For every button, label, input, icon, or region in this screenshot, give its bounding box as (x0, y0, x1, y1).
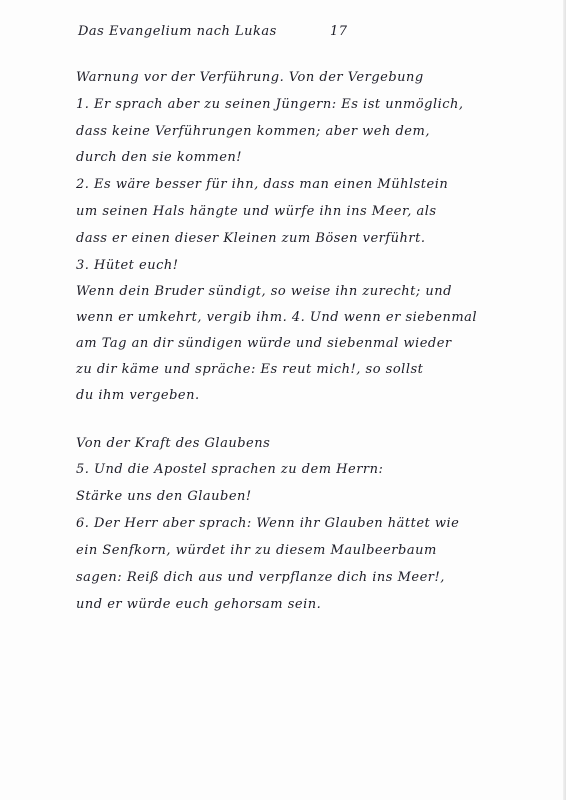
text-line: du ihm vergeben. (76, 388, 200, 403)
text-line: dass keine Verführungen kommen; aber weh dem, (76, 124, 430, 139)
text-line: 3. Hütet euch! (76, 258, 179, 273)
text-line: und er würde euch gehorsam sein. (76, 597, 322, 612)
text-line: um seinen Hals hängte und würfe ihn ins Meer, als (76, 204, 437, 219)
text-line: 6. Der Herr aber sprach: Wenn ihr Glauben hättet wie (76, 516, 460, 531)
text-line: wenn er umkehrt, vergib ihm. 4. Und wenn er siebenmal (76, 310, 478, 325)
text-line: zu dir käme und spräche: Es reut mich!, so sollst (76, 362, 424, 377)
text-line: 1. Er sprach aber zu seinen Jüngern: Es ist unmöglich, (76, 97, 464, 112)
page-title: Das Evangelium nach Lukas (78, 24, 277, 39)
text-line: 5. Und die Apostel sprachen zu dem Herrn: (76, 462, 384, 477)
section-heading: Warnung vor der Verführung. Von der Vergebung (76, 70, 424, 85)
text-line: durch den sie kommen! (76, 150, 243, 165)
text-line: ein Senfkorn, würdet ihr zu diesem Maulbeerbaum (76, 543, 437, 558)
text-line: am Tag an dir sündigen würde und siebenmal wieder (76, 336, 452, 351)
section-heading: Von der Kraft des Glaubens (76, 436, 271, 451)
chapter-number: 17 (330, 24, 348, 39)
text-line: sagen: Reiß dich aus und verpflanze dich ins Meer!, (76, 570, 445, 585)
text-line: Wenn dein Bruder sündigt, so weise ihn zurecht; und (76, 284, 452, 299)
text-line: dass er einen dieser Kleinen zum Bösen verführt. (76, 231, 426, 246)
text-line: Stärke uns den Glauben! (76, 489, 252, 504)
text-line: 2. Es wäre besser für ihn, dass man einen Mühlstein (76, 177, 449, 192)
